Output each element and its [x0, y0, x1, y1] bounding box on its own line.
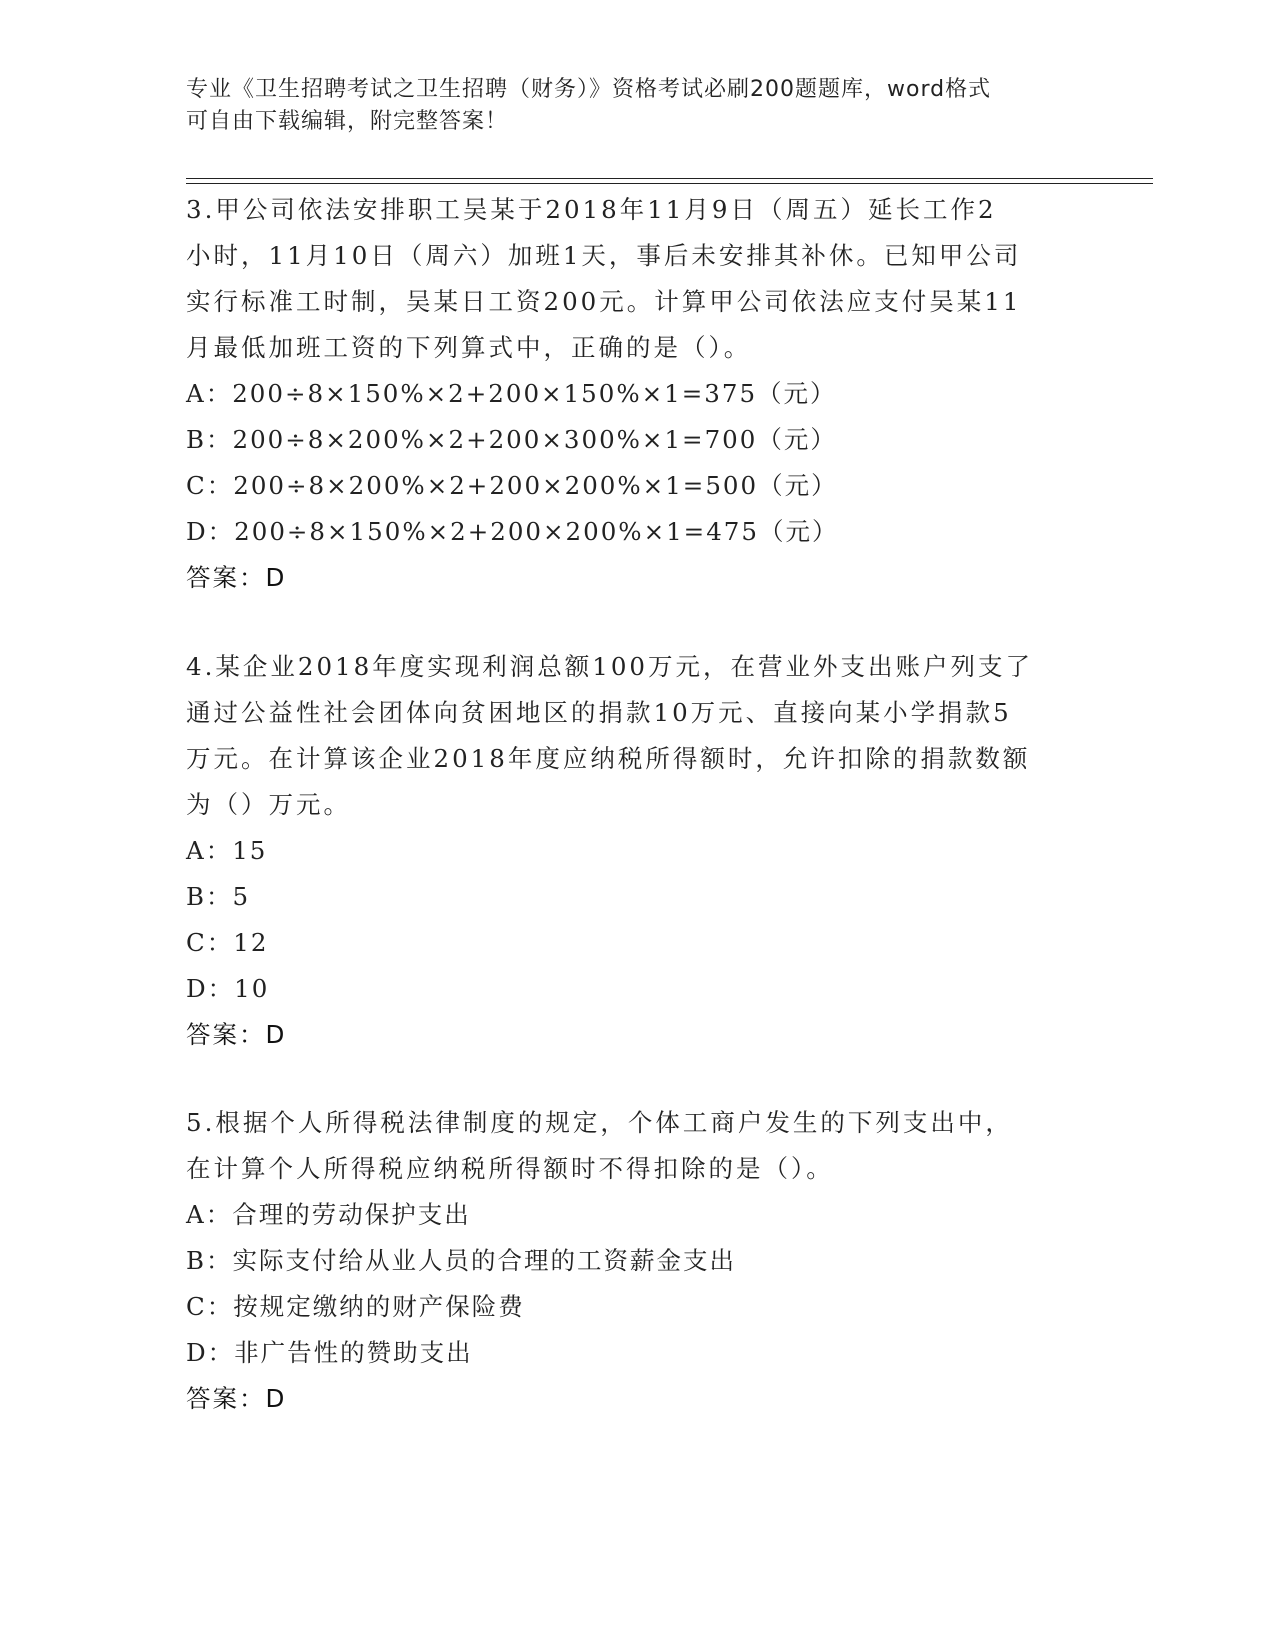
option-a: A：200÷8×150%×2+200×150%×1=375（元） [186, 379, 837, 408]
header-title-line-1: 专业《卫生招聘考试之卫生招聘（财务）》资格考试必刷200题题库，word格式 [186, 77, 992, 102]
option-c: C：按规定缴纳的财产保险费 [186, 1292, 525, 1321]
question-text-line: 月最低加班工资的下列算式中，正确的是（）。 [186, 333, 752, 362]
question-text-line: 3.甲公司依法安排职工吴某于2018年11月9日（周五）延长工作2 [186, 195, 997, 224]
question-5 [186, 1100, 1086, 1422]
option-b: B：200÷8×200%×2+200×300%×1=700（元） [186, 425, 837, 454]
option-a: A：15 [186, 836, 268, 865]
question-text-line: 万元。在计算该企业2018年度应纳税所得额时，允许扣除的捐款数额 [186, 744, 1031, 773]
document-header [186, 74, 1086, 138]
option-d: D：非广告性的赞助支出 [186, 1338, 473, 1367]
option-d: D：10 [186, 974, 270, 1003]
header-divider-bottom [186, 183, 1153, 184]
header-title-line-2: 可自由下载编辑，附完整答案！ [186, 109, 509, 134]
answer-line: 答案：D [186, 1020, 287, 1049]
option-a: A：合理的劳动保护支出 [186, 1200, 471, 1229]
option-c: C：200÷8×200%×2+200×200%×1=500（元） [186, 471, 838, 500]
option-b: B：5 [186, 882, 251, 911]
answer-line: 答案：D [186, 563, 287, 592]
question-text-line: 5.根据个人所得税法律制度的规定，个体工商户发生的下列支出中， [186, 1108, 1013, 1137]
option-c: C：12 [186, 928, 269, 957]
question-4 [186, 644, 1086, 1058]
option-b: B：实际支付给从业人员的合理的工资薪金支出 [186, 1246, 737, 1275]
question-text-line: 实行标准工时制，吴某日工资200元。计算甲公司依法应支付吴某11 [186, 287, 1022, 316]
option-d: D：200÷8×150%×2+200×200%×1=475（元） [186, 517, 839, 546]
question-text-line: 通过公益性社会团体向贫困地区的捐款10万元、直接向某小学捐款5 [186, 698, 1012, 727]
header-divider-top [186, 178, 1153, 179]
question-text-line: 在计算个人所得税应纳税所得额时不得扣除的是（）。 [186, 1154, 834, 1183]
question-3 [186, 187, 1086, 601]
question-text-line: 为（）万元。 [186, 790, 351, 819]
answer-line: 答案：D [186, 1384, 287, 1413]
question-text-line: 4.某企业2018年度实现利润总额100万元，在营业外支出账户列支了 [186, 652, 1033, 681]
question-text-line: 小时，11月10日（周六）加班1天，事后未安排其补休。已知甲公司 [186, 241, 1022, 270]
